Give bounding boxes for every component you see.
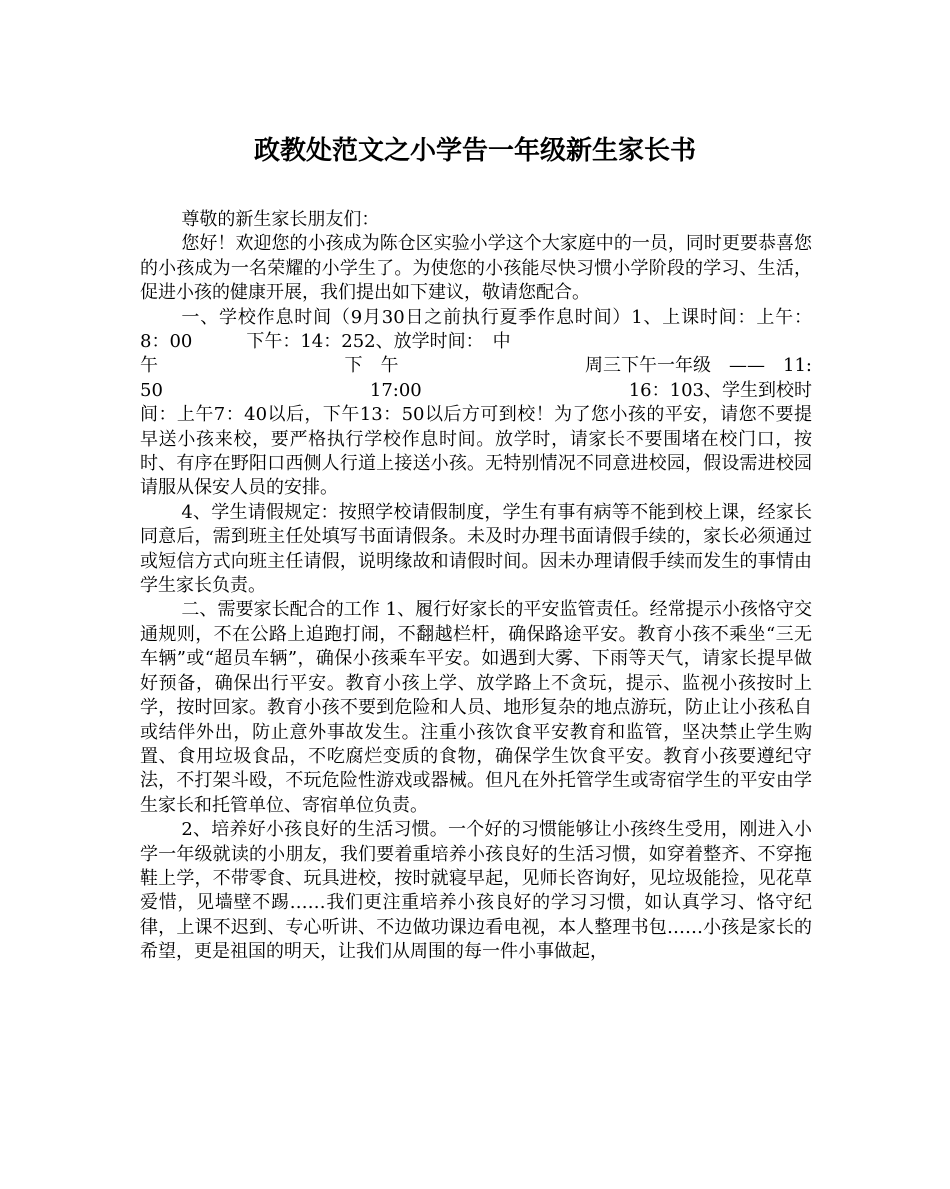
paragraph-leave-policy: 4、学生请假规定：按照学校请假制度，学生有事有病等不能到校上课，经家长同意后，需到班主任处填写书面请假条。未及时办理书面请假手续的，家长必须通过或短信方式向班主任请假，说明缘故和请假时间。因未办理请假手续而发生的事情由学生家长负责。 [140, 501, 812, 597]
paragraph-greeting: 您好！欢迎您的小孩成为陈仓区实验小学这个大家庭中的一员，同时更要恭喜您的小孩成为一名荣耀的小学生了。为使您的小孩能尽快习惯小学阶段的学习、生活，促进小孩的健康开展，我们提出如下建议，敬请您配合。 [140, 233, 812, 304]
paragraph-schedule-tail: 间：上午7：40以后，下午13：50以后方可到校！为了您小孩的平安，请您不要提早送小孩来校，要严格执行学校作息时间。放学时，请家长不要围堵在校门口，按时、有序在野阳口西侧人行道上接送小孩。无特别情况不同意进校园，假设需进校园请服从保安人员的安排。 [140, 404, 812, 499]
schedule-cell: 17:00 [369, 379, 422, 401]
schedule-row [140, 354, 812, 378]
schedule-table [140, 354, 812, 403]
document-title: 政教处范文之小学告一年级新生家长书 [253, 136, 696, 166]
schedule-cell: 16：103、学生到校时 [628, 379, 812, 401]
schedule-cell: 周三下午一年级 —— 11: [585, 355, 812, 377]
schedule-cell: 午 [140, 355, 158, 377]
paragraph-habits: 2、培养好小孩良好的生活习惯。一个好的习惯能够让小孩终生受用，刚进入小学一年级就读的小朋友，我们要着重培养小孩良好的生活习惯，如穿着整齐、不穿拖鞋上学，不带零食、玩具进校，按时就寝早起，见师长咨询好，见垃圾能捡，见花草爱惜，见墙壁不踢……我们更注重培养小孩良好的学习习惯，如认真学习、恪守纪律，上课不迟到、专心听讲、不边做功课边看电视，本人整理书包……小孩是家长的希望，更是祖国的明天，让我们从周围的每一件小事做起， [140, 819, 812, 963]
paragraph-parent-cooperation: 二、需要家长配合的工作 1、履行好家长的平安监管责任。经常提示小孩恪守交通规则，不在公路上追跑打闹，不翻越栏杆，确保路途平安。教育小孩不乘坐“三无车辆”或“超员车辆”，确保小孩乘车平安。如遇到大雾、下雨等天气，请家长提早做好预备，确保出行平安。教育小孩上学、放学路上不贪玩，提示、监视小孩按时上学，按时回家。教育小孩不要到危险和人员、地形复杂的地点游玩，防止让小孩私自或结伴外出，防止意外事故发生。注重小孩饮食平安教育和监管，坚决禁止学生购置、食用垃圾食品，不吃腐烂变质的食物，确保学生饮食平安。教育小孩要遵纪守法，不打架斗殴，不玩危险性游戏或器械。但凡在外托管学生或寄宿学生的平安由学生家长和托管单位、寄宿单位负责。 [140, 599, 812, 816]
schedule-cell: 下 午 [344, 355, 399, 377]
salutation: 尊敬的新生家长朋友们： [181, 209, 380, 230]
paragraph-schedule-lead: 一、学校作息时间（9月30日之前执行夏季作息时间）1、上课时间：上午：8：00 下午：14：252、放学时间： 中 [140, 306, 812, 353]
schedule-row [140, 379, 812, 403]
schedule-cell: 50 [140, 379, 163, 401]
document-body [140, 208, 812, 965]
